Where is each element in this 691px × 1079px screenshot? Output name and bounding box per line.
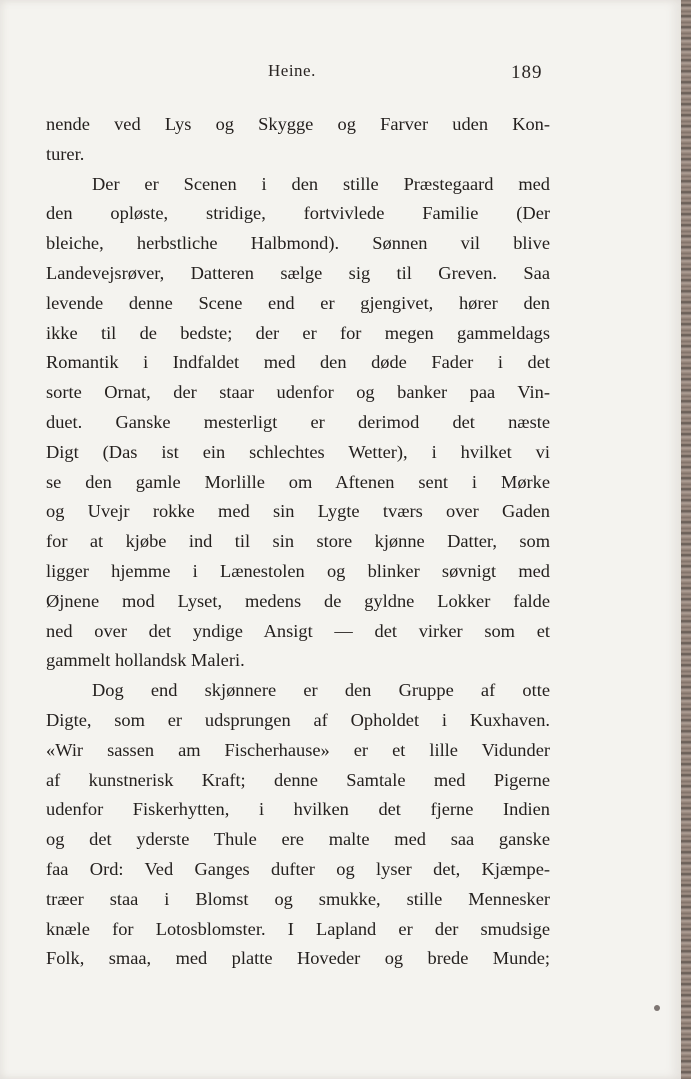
text-line: Digt (Das ist ein schlechtes Wetter), i hvilket vi [46,441,550,462]
page-header [0,58,681,88]
text-line: «Wir sassen am Fischerhause» er et lille Vidunder [46,739,550,760]
text-line: nende ved Lys og Skygge og Farver uden Kon- [46,114,550,134]
text-line: knæle for Lotosblomster. I Lapland er der smudsige [46,918,550,939]
page-edge [681,0,691,1079]
text-line: levende denne Scene end er gjengivet, hører den [46,292,550,313]
body-text [46,110,550,974]
ink-speck [654,1005,660,1011]
text-line: af kunstnerisk Kraft; denne Samtale med Pigerne [46,769,550,790]
text-line: faa Ord: Ved Ganges dufter og lyser det, Kjæmpe- [46,858,550,879]
text-line: bleiche, herbstliche Halbmond). Sønnen vil blive [46,233,550,254]
text-line: og det yderste Thule ere malte med saa ganske [46,829,550,850]
text-line: gammelt hollandsk Maleri. [46,650,245,671]
running-head: Heine. [268,61,316,80]
text-line: se den gamle Morlille om Aftenen sent i Mørke [46,471,550,492]
text-line: træer staa i Blomst og smukke, stille Mennesker [46,888,550,909]
text-line: Dog end skjønnere er den Gruppe af otte [92,680,550,701]
text-line: Digte, som er udsprungen af Opholdet i Kuxhaven. [46,709,550,730]
text-line: Landevejsrøver, Datteren sælge sig til Greven. Saa [46,262,550,283]
text-line: turer. [46,143,85,164]
page-number: 189 [511,62,543,83]
text-line: udenfor Fiskerhytten, i hvilken det fjerne Indien [46,799,550,820]
text-line: Der er Scenen i den stille Præstegaard med [92,173,550,194]
text-line: ligger hjemme i Lænestolen og blinker søvnigt med [46,560,550,581]
text-line: ikke til de bedste; der er for megen gammeldags [46,322,550,343]
text-line: for at kjøbe ind til sin store kjønne Datter, som [46,531,550,552]
text-line: ned over det yndige Ansigt — det virker som et [46,620,550,641]
text-line: Romantik i Indfaldet med den døde Fader i det [46,352,550,373]
text-line: Øjnene mod Lyset, medens de gyldne Lokker falde [46,590,550,611]
text-line: duet. Ganske mesterligt er derimod det næste [46,411,550,432]
text-line: Folk, smaa, med platte Hoveder og brede Munde; [46,948,550,969]
text-line: den opløste, stridige, fortvivlede Familie (Der [46,203,550,224]
text-line: og Uvejr rokke med sin Lygte tværs over Gaden [46,501,550,522]
text-line: sorte Ornat, der staar udenfor og banker paa Vin- [46,382,550,403]
